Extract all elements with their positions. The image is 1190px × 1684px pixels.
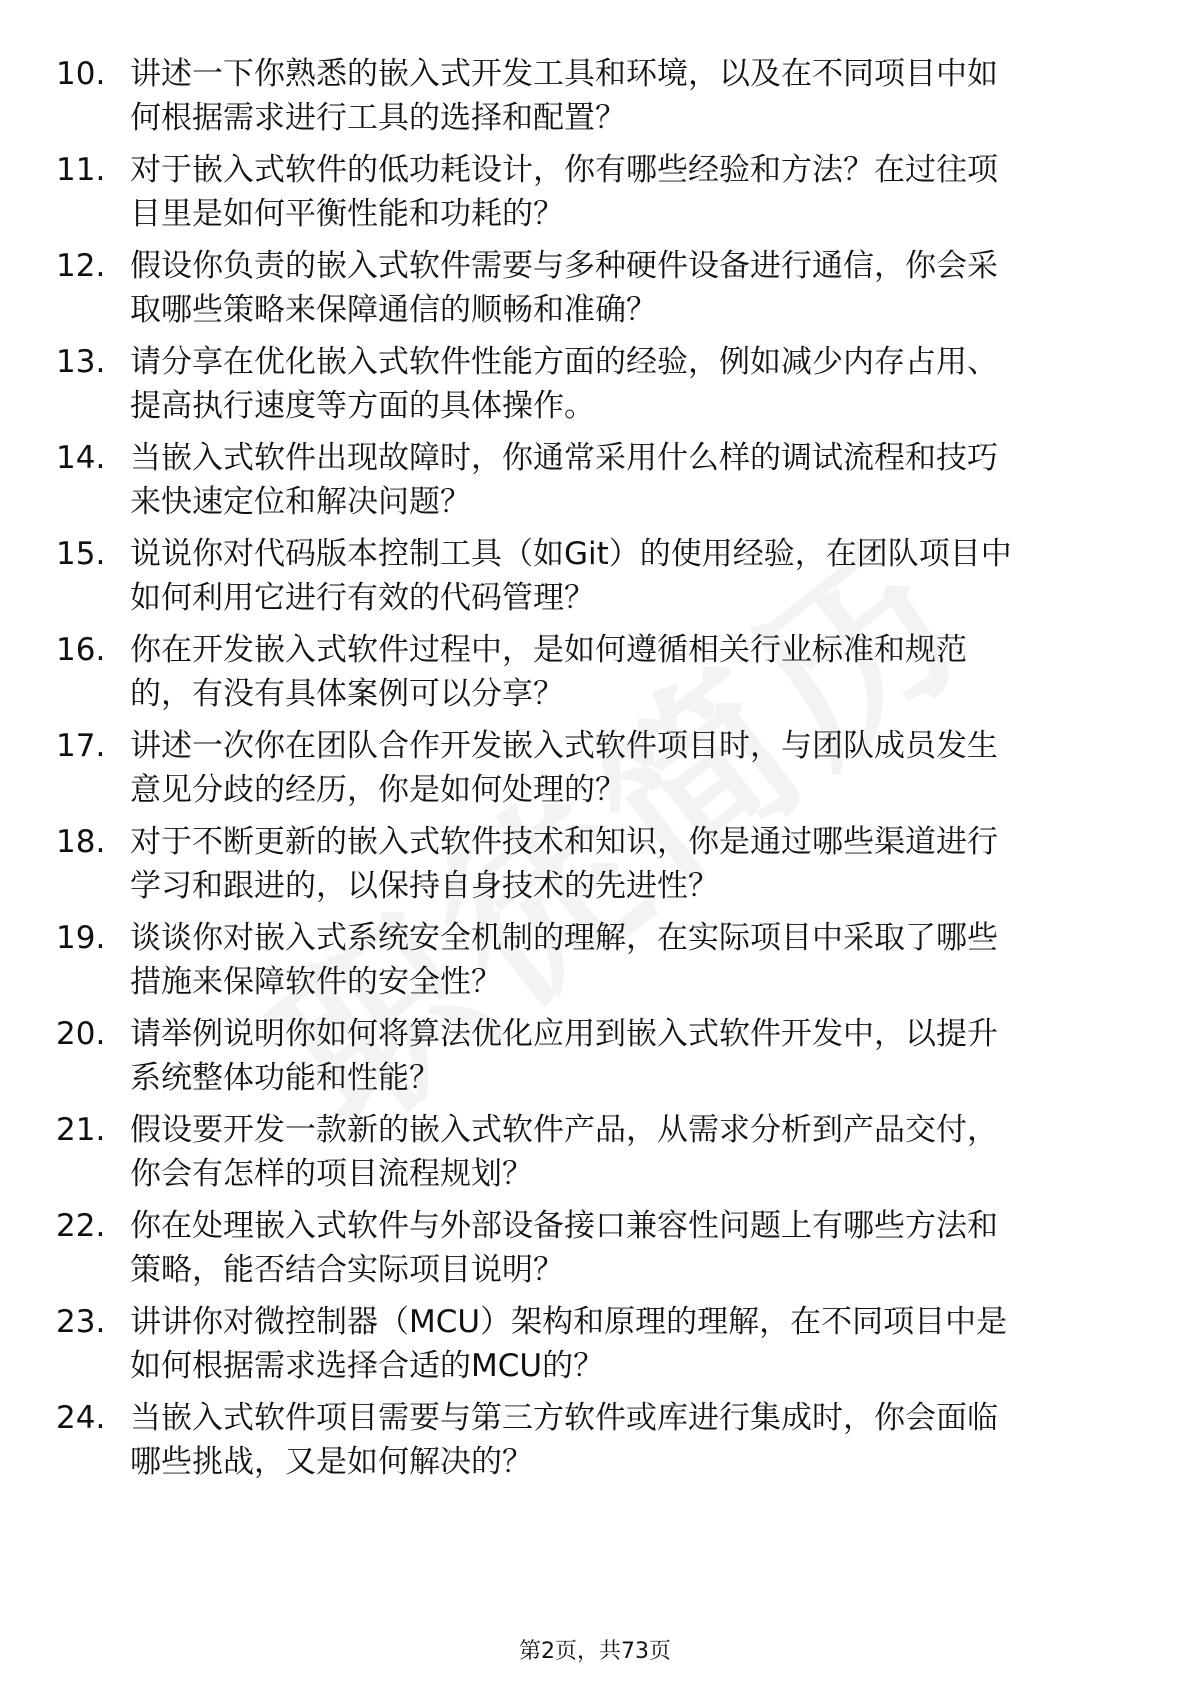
question-item [0, 1012, 1190, 1108]
question-number: 18. [56, 824, 106, 860]
question-text-line: 假设你负责的嵌入式软件需要与多种硬件设备进行通信，你会采 [130, 248, 998, 284]
question-number: 12. [56, 248, 106, 284]
question-item [0, 532, 1190, 628]
question-item [0, 628, 1190, 724]
question-item [0, 820, 1190, 916]
question-number: 14. [56, 440, 106, 476]
question-number: 22. [56, 1208, 106, 1244]
question-number: 11. [56, 152, 106, 188]
question-text-line: 的，有没有具体案例可以分享？ [130, 676, 564, 712]
question-list [0, 52, 1190, 1492]
question-text-line: 你在处理嵌入式软件与外部设备接口兼容性问题上有哪些方法和 [130, 1208, 998, 1244]
question-text-line: 措施来保障软件的安全性？ [130, 964, 502, 1000]
question-text-line: 来快速定位和解决问题？ [130, 484, 471, 520]
page-footer: 第2页，共73页 [519, 1639, 671, 1664]
question-text-line: 策略，能否结合实际项目说明？ [130, 1252, 564, 1288]
question-item [0, 1396, 1190, 1492]
question-number: 24. [56, 1400, 106, 1436]
question-text-line: 讲述一次你在团队合作开发嵌入式软件项目时，与团队成员发生 [130, 728, 998, 764]
question-text-line: 取哪些策略来保障通信的顺畅和准确？ [130, 292, 657, 328]
question-number: 16. [56, 632, 106, 668]
question-item [0, 916, 1190, 1012]
question-text-line: 学习和跟进的，以保持自身技术的先进性？ [130, 868, 719, 904]
question-text-line: 当嵌入式软件项目需要与第三方软件或库进行集成时，你会面临 [130, 1400, 998, 1436]
question-number: 23. [56, 1304, 106, 1340]
question-item [0, 1204, 1190, 1300]
question-text-line: 你会有怎样的项目流程规划？ [130, 1156, 533, 1192]
question-item [0, 1300, 1190, 1396]
question-item [0, 148, 1190, 244]
question-text-line: 说说你对代码版本控制工具（如Git）的使用经验，在团队项目中 [130, 536, 1012, 572]
question-number: 21. [56, 1112, 106, 1148]
question-text-line: 目里是如何平衡性能和功耗的？ [130, 196, 564, 232]
question-text-line: 请分享在优化嵌入式软件性能方面的经验，例如减少内存占用、 [130, 344, 998, 380]
question-number: 10. [56, 56, 106, 92]
question-number: 17. [56, 728, 106, 764]
question-text-line: 意见分歧的经历，你是如何处理的？ [130, 772, 626, 808]
question-text-line: 当嵌入式软件出现故障时，你通常采用什么样的调试流程和技巧 [130, 440, 998, 476]
question-item [0, 244, 1190, 340]
question-item [0, 340, 1190, 436]
question-text-line: 何根据需求进行工具的选择和配置？ [130, 100, 626, 136]
question-text-line: 谈谈你对嵌入式系统安全机制的理解，在实际项目中采取了哪些 [130, 920, 998, 956]
question-number: 13. [56, 344, 106, 380]
question-text-line: 对于不断更新的嵌入式软件技术和知识，你是通过哪些渠道进行 [130, 824, 998, 860]
question-number: 15. [56, 536, 106, 572]
question-text-line: 对于嵌入式软件的低功耗设计，你有哪些经验和方法？在过往项 [130, 152, 998, 188]
question-text-line: 如何利用它进行有效的代码管理？ [130, 580, 595, 616]
question-text-line: 讲讲你对微控制器（MCU）架构和原理的理解，在不同项目中是 [130, 1304, 1008, 1340]
question-item [0, 1108, 1190, 1204]
question-number: 19. [56, 920, 106, 956]
question-item [0, 436, 1190, 532]
question-text-line: 请举例说明你如何将算法优化应用到嵌入式软件开发中，以提升 [130, 1016, 998, 1052]
question-text-line: 如何根据需求选择合适的MCU的？ [130, 1348, 605, 1384]
question-text-line: 你在开发嵌入式软件过程中，是如何遵循相关行业标准和规范 [130, 632, 967, 668]
question-text-line: 提高执行速度等方面的具体操作。 [130, 388, 595, 424]
question-text-line: 讲述一下你熟悉的嵌入式开发工具和环境，以及在不同项目中如 [130, 56, 998, 92]
question-text-line: 系统整体功能和性能？ [130, 1060, 440, 1096]
question-item [0, 724, 1190, 820]
question-text-line: 假设要开发一款新的嵌入式软件产品，从需求分析到产品交付， [130, 1112, 998, 1148]
question-item [0, 52, 1190, 148]
question-number: 20. [56, 1016, 106, 1052]
question-text-line: 哪些挑战，又是如何解决的？ [130, 1444, 533, 1480]
